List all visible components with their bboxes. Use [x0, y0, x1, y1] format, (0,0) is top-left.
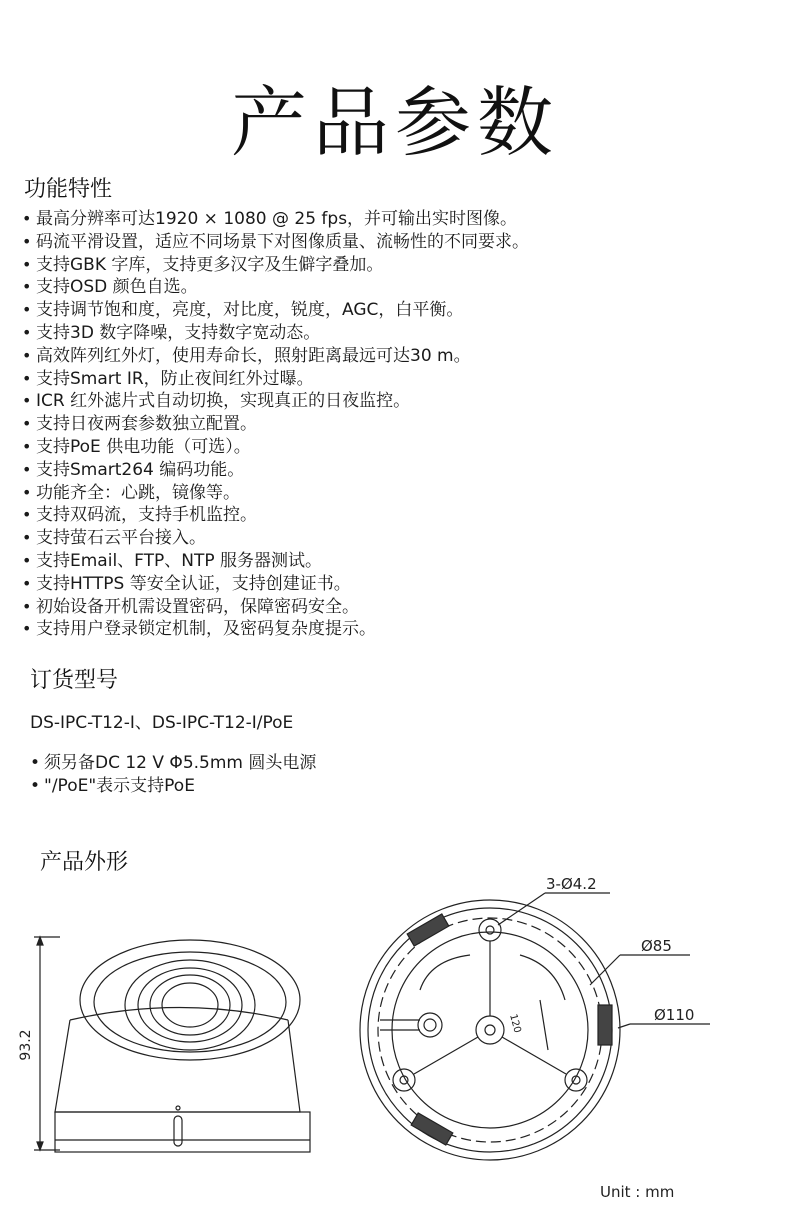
feature-item: • 支持Smart264 编码功能。: [22, 459, 529, 482]
feature-item: • 支持OSD 颜色自选。: [22, 276, 529, 299]
feature-item: • 功能齐全：心跳，镜像等。: [22, 482, 529, 505]
model-numbers: DS-IPC-T12-I、DS-IPC-T12-I/PoE: [30, 713, 294, 733]
dim-height-label: 93.2: [18, 1029, 34, 1061]
unit-label: Unit : mm: [600, 1183, 675, 1201]
feature-list: [22, 208, 529, 641]
feature-item: • 支持Smart IR，防止夜间红外过曝。: [22, 368, 529, 391]
feature-item: • 支持用户登录锁定机制，及密码复杂度提示。: [22, 618, 529, 641]
feature-item: • 支持HTTPS 等安全认证，支持创建证书。: [22, 573, 529, 596]
product-drawing: [0, 870, 790, 1180]
feature-item: • 最高分辨率可达1920 × 1080 @ 25 fps，并可输出实时图像。: [22, 208, 529, 231]
feature-item: • 支持日夜两套参数独立配置。: [22, 413, 529, 436]
feature-item: • 支持萤石云平台接入。: [22, 527, 529, 550]
feature-item: • 支持GBK 字库，支持更多汉字及生僻字叠加。: [22, 254, 529, 277]
page-title: 产品参数: [231, 78, 559, 167]
feature-item: • 支持双码流，支持手机监控。: [22, 504, 529, 527]
top-view-drawing: [360, 893, 710, 1160]
dim-outer-label: Ø110: [654, 1006, 695, 1024]
ordering-note: • "/PoE"表示支持PoE: [30, 775, 316, 798]
feature-item: • ICR 红外滤片式自动切换，实现真正的日夜监控。: [22, 390, 529, 413]
feature-item: • 高效阵列红外灯，使用寿命长，照射距离最远可达30 m。: [22, 345, 529, 368]
feature-item: • 码流平滑设置，适应不同场景下对图像质量、流畅性的不同要求。: [22, 231, 529, 254]
appearance-heading: 产品外形: [40, 850, 129, 875]
dim-holes-label: 3-Ø4.2: [546, 875, 597, 893]
feature-item: • 支持PoE 供电功能（可选）。: [22, 436, 529, 459]
ordering-notes: [30, 752, 316, 798]
feature-item: • 支持3D 数字降噪，支持数字宽动态。: [22, 322, 529, 345]
dim-inner-label: Ø85: [641, 937, 672, 955]
side-view-drawing: [34, 937, 310, 1152]
ordering-heading: 订货型号: [30, 668, 119, 693]
ordering-note: • 须另备DC 12 V Φ5.5mm 圆头电源: [30, 752, 316, 775]
feature-item: • 支持调节饱和度，亮度，对比度，锐度，AGC，白平衡。: [22, 299, 529, 322]
feature-item: • 支持Email、FTP、NTP 服务器测试。: [22, 550, 529, 573]
feature-item: • 初始设备开机需设置密码，保障密码安全。: [22, 596, 529, 619]
dim-angle-label: 120: [507, 1012, 523, 1035]
features-heading: 功能特性: [24, 177, 113, 202]
